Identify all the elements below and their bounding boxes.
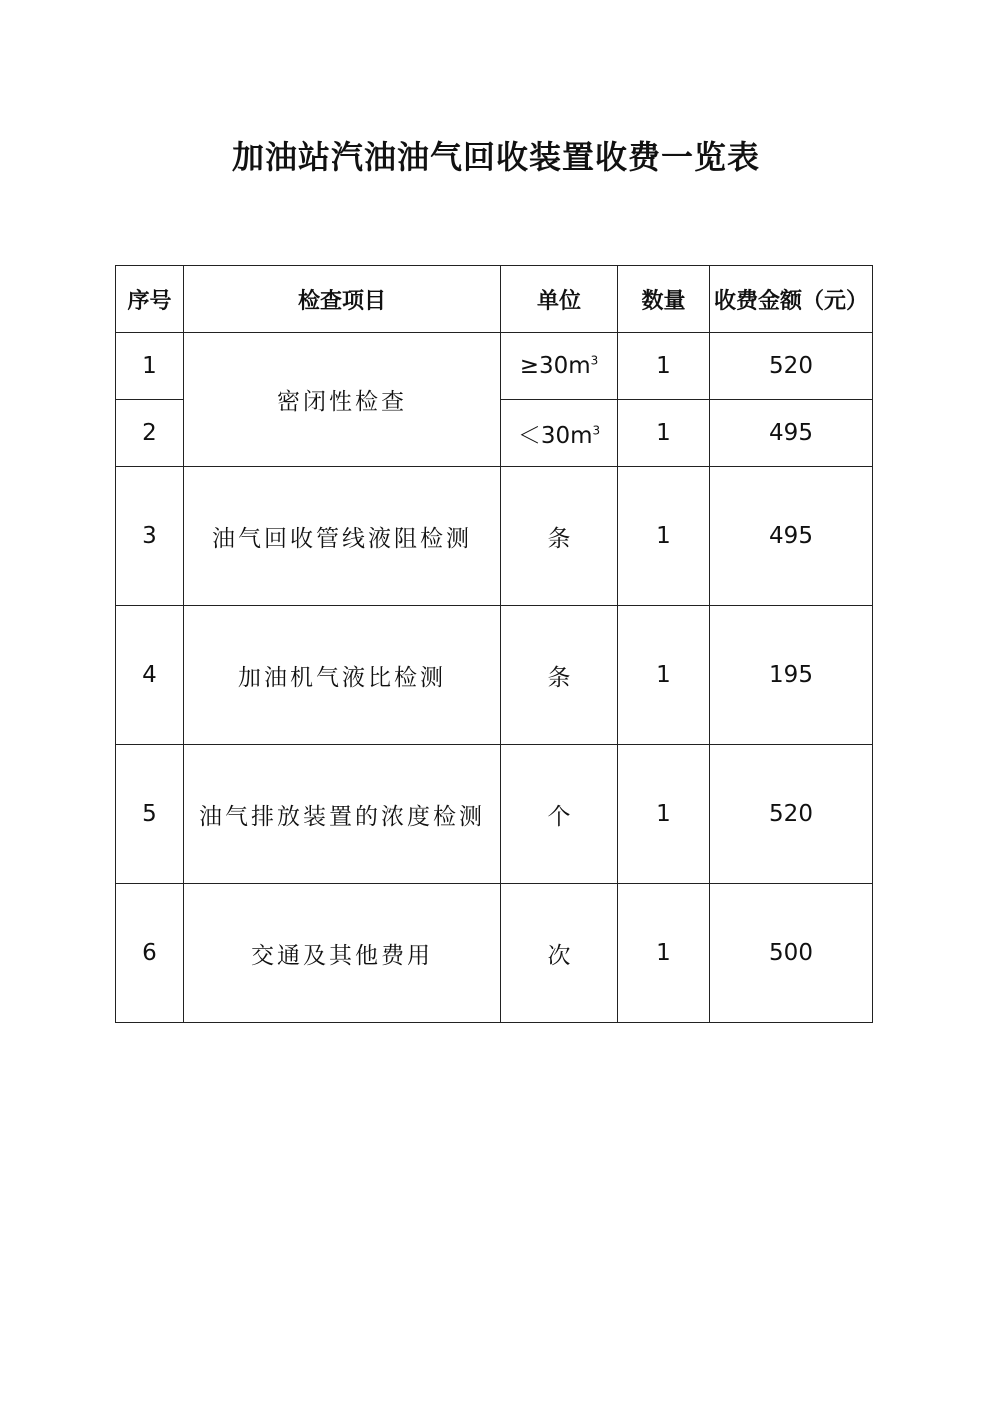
cell-fee: 520 — [710, 333, 873, 400]
cell-unit: 次 — [501, 884, 618, 1023]
cell-fee: 500 — [710, 884, 873, 1023]
unit-superscript: 3 — [592, 422, 601, 437]
cell-index: 5 — [116, 745, 184, 884]
cell-index: 4 — [116, 606, 184, 745]
cell-item: 交通及其他费用 — [184, 884, 501, 1023]
cell-item: 油气排放装置的浓度检测 — [184, 745, 501, 884]
cell-item: 密闭性检查 — [184, 333, 501, 467]
cell-quantity: 1 — [618, 400, 710, 467]
header-item: 检查项目 — [184, 266, 501, 333]
cell-quantity: 1 — [618, 467, 710, 606]
cell-item: 油气回收管线液阻检测 — [184, 467, 501, 606]
cell-unit: 条 — [501, 467, 618, 606]
table-header-row — [116, 266, 873, 333]
cell-quantity: 1 — [618, 884, 710, 1023]
cell-index: 3 — [116, 467, 184, 606]
cell-index: 6 — [116, 884, 184, 1023]
table-row — [116, 467, 873, 606]
page-title: 加油站汽油油气回收装置收费一览表 — [231, 138, 760, 176]
table-row — [116, 745, 873, 884]
cell-fee: 495 — [710, 400, 873, 467]
cell-fee: 195 — [710, 606, 873, 745]
unit-text: ≥30m — [519, 353, 591, 379]
cell-quantity: 1 — [618, 745, 710, 884]
cell-fee: 520 — [710, 745, 873, 884]
cell-index: 1 — [116, 333, 184, 400]
fee-table — [115, 265, 873, 1023]
cell-item: 加油机气液比检测 — [184, 606, 501, 745]
header-index: 序号 — [116, 266, 184, 333]
cell-unit — [501, 400, 618, 467]
table-row — [116, 606, 873, 745]
cell-unit: 条 — [501, 606, 618, 745]
cell-index: 2 — [116, 400, 184, 467]
table-row — [116, 333, 873, 400]
header-fee: 收费金额（元） — [710, 266, 873, 333]
unit-superscript: 3 — [590, 353, 599, 368]
cell-quantity: 1 — [618, 606, 710, 745]
table-row — [116, 884, 873, 1023]
unit-text: ＜30m — [517, 422, 593, 449]
cell-fee: 495 — [710, 467, 873, 606]
header-quantity: 数量 — [618, 266, 710, 333]
cell-unit — [501, 333, 618, 400]
cell-unit: 个 — [501, 745, 618, 884]
cell-quantity: 1 — [618, 333, 710, 400]
header-unit: 单位 — [501, 266, 618, 333]
